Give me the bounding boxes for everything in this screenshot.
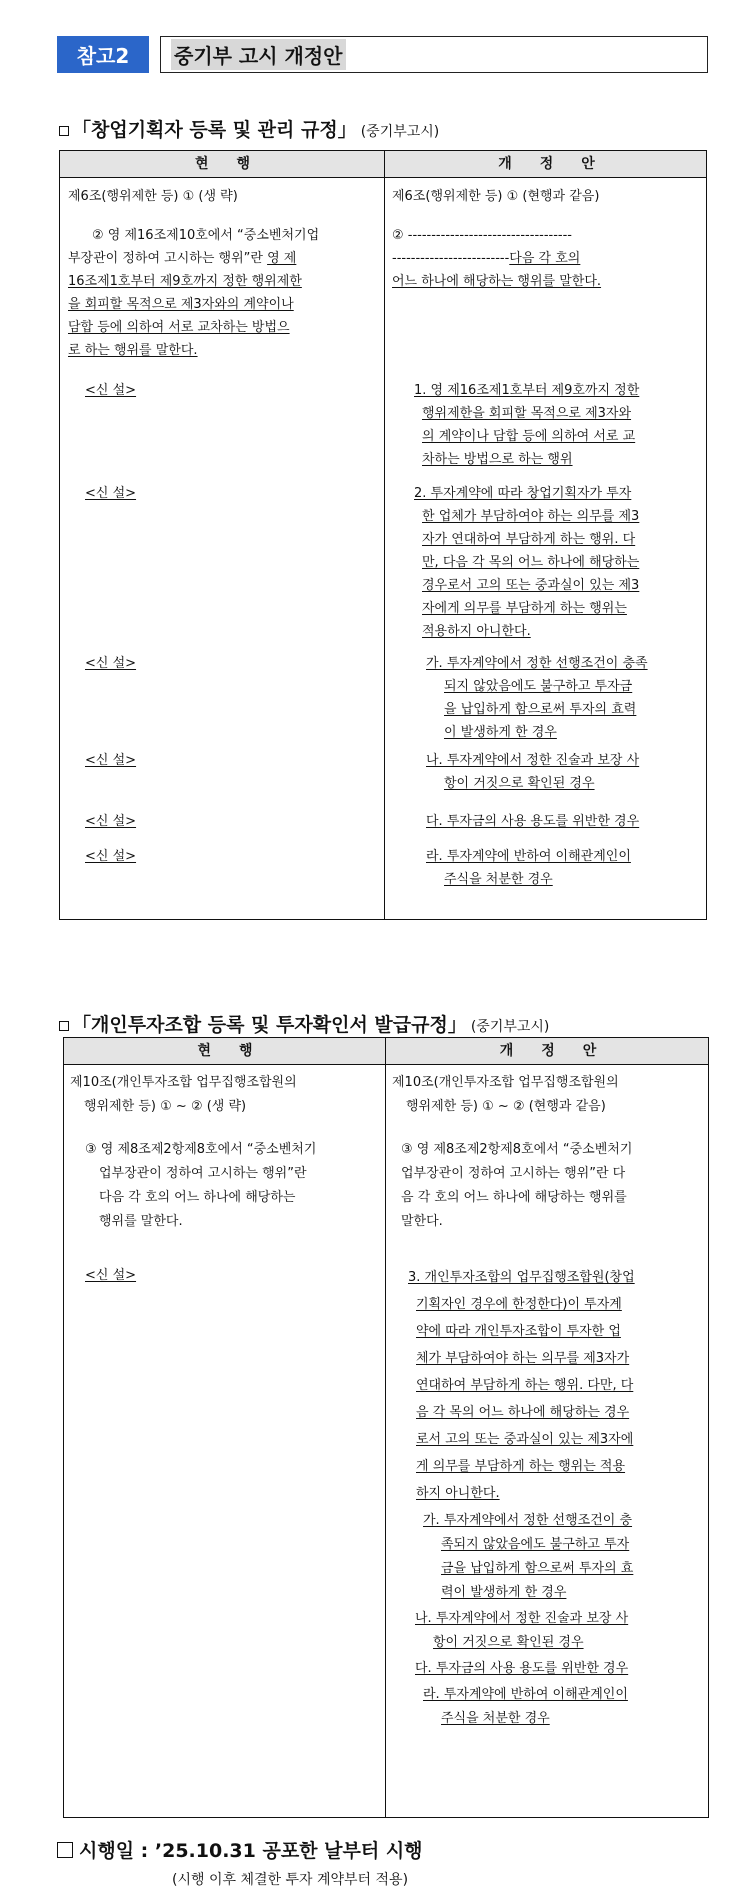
revised-item-da: 다. 투자금의 사용 용도를 위반한 경우	[426, 814, 640, 829]
comparison-table-1	[59, 150, 707, 920]
revised-item-na: 나. 투자계약에서 정한 진술과 보장 사 항이 거짓으로 확인된 경우	[415, 1611, 629, 1650]
comparison-table-2	[63, 1037, 709, 1818]
col-current-header: 현행	[194, 156, 279, 172]
doc-title: 중기부 고시 개정안	[171, 39, 346, 70]
revised-item2: 2. 투자계약에 따라 창업기획자가 투자 한 업체가 부담하여야 하는 의무를 제3 자가 연대하여 부담하게 하는 행위. 다 만, 다음 각 목의 어느 하나에 해당하는 경우로서 고의 또는 중과실이 있는 제3 자에게 의무를 부담하게 하는 행위는 적용하지 아니한다.	[414, 486, 640, 639]
revised-item-ga: 가. 투자계약에서 정한 선행조건이 충 족되지 않았음에도 불구하고 투자 금을 납입하게 함으로써 투자의 효 력이 발생하게 한 경우	[423, 1513, 634, 1600]
table1-header	[60, 151, 706, 178]
revised-item-ra: 라. 투자계약에 반하여 이해관계인이 주식을 처분한 경우	[423, 1687, 628, 1726]
doc-title-box	[160, 36, 708, 73]
revised-article: 제6조(행위제한 등) ① (현행과 같음)	[392, 189, 600, 204]
column-divider	[384, 151, 385, 919]
revised-para3: ③ 영 제8조제2항제8호에서 “중소벤처기 업부장관이 정하여 고시하는 행위”란 다 음 각 호의 어느 하나에 해당하는 행위를 말한다.	[401, 1142, 633, 1229]
revised-item3: 3. 개인투자조합의 업무집행조합원(창업 기획자인 경우에 한정한다)이 투자계 약에 따라 개인투자조합이 투자한 업 체가 부담하여야 하는 의무를 제3자가 연대하여 부담하게 하는 행위. 다만, 다 음 각 목의 어느 하나에 해당하는 경우 로서 고의 또는 중과실이 있는 제3자에 게 의무를 부담하게 하는 행위는 적용 하지 아니한다.	[408, 1270, 635, 1501]
new-marker: <신 설>	[85, 849, 137, 864]
new-marker: <신 설>	[85, 486, 137, 501]
revised-item-na: 나. 투자계약에서 정한 진술과 보장 사 항이 거짓으로 확인된 경우	[426, 753, 640, 791]
current-article: 제10조(개인투자조합 업무집행조합원의 행위제한 등) ① ~ ② (생 략)	[70, 1075, 297, 1114]
effective-date: 시행일 : ’25.10.31 공포한 날부터 시행	[57, 1836, 423, 1863]
revised-item-ga: 가. 투자계약에서 정한 선행조건이 충족 되지 않았음에도 불구하고 투자금 을 납입하게 함으로써 투자의 효력 이 발생하게 한 경우	[426, 656, 648, 740]
new-marker: <신 설>	[85, 656, 137, 671]
new-marker: <신 설>	[85, 383, 137, 398]
revised-item-ra: 라. 투자계약에 반하여 이해관계인이 주식을 처분한 경우	[426, 849, 631, 887]
revised-article: 제10조(개인투자조합 업무집행조합원의 행위제한 등) ① ~ ② (현행과 같음)	[392, 1075, 619, 1114]
revised-item-da: 다. 투자금의 사용 용도를 위반한 경우	[415, 1661, 629, 1676]
effective-note: (시행 이후 체결한 투자 계약부터 적용)	[172, 1872, 409, 1888]
current-para2: ② 영 제16조제10호에서 “중소벤처기업 부장관이 정하여 고시하는 행위”란 영 제 16조제1호부터 제9호까지 정한 행위제한 을 회피할 목적으로 제3자와의 계약이나 담합 등에 의하여 서로 교차하는 방법으 로 하는 행위를 말한다.	[68, 228, 320, 358]
new-marker: <신 설>	[85, 814, 137, 829]
reference-badge: 참고2	[57, 36, 149, 73]
new-marker: <신 설>	[85, 753, 137, 768]
current-para3: ③ 영 제8조제2항제8호에서 “중소벤처기 업부장관이 정하여 고시하는 행위”란 다음 각 호의 어느 하나에 해당하는 행위를 말한다.	[85, 1142, 317, 1229]
column-divider	[385, 1038, 386, 1817]
col-revised-header: 개정안	[498, 156, 623, 172]
section2-heading: 「개인투자조합 등록 및 투자확인서 발급규정」 (중기부고시)	[59, 1010, 549, 1037]
table2-header	[64, 1038, 708, 1065]
revised-item1: 1. 영 제16조제1호부터 제9호까지 정한 행위제한을 회피할 목적으로 제3자와 의 계약이나 담합 등에 의하여 서로 교 차하는 방법으로 하는 행위	[414, 383, 640, 467]
col-current-header: 현행	[197, 1043, 281, 1059]
col-revised-header: 개정안	[499, 1043, 625, 1059]
checkbox-icon	[59, 126, 69, 136]
current-article: 제6조(행위제한 등) ① (생 략)	[68, 189, 238, 204]
new-marker: <신 설>	[85, 1268, 137, 1283]
section1-heading: 「창업기획자 등록 및 관리 규정」 (중기부고시)	[59, 115, 439, 142]
checkbox-icon	[57, 1842, 73, 1858]
revised-para2: ② ----------------------------------- -------------------------다음 각 호의 어느 하나에 해당하는 행위를 말한다.	[392, 228, 602, 289]
checkbox-icon	[59, 1021, 69, 1031]
